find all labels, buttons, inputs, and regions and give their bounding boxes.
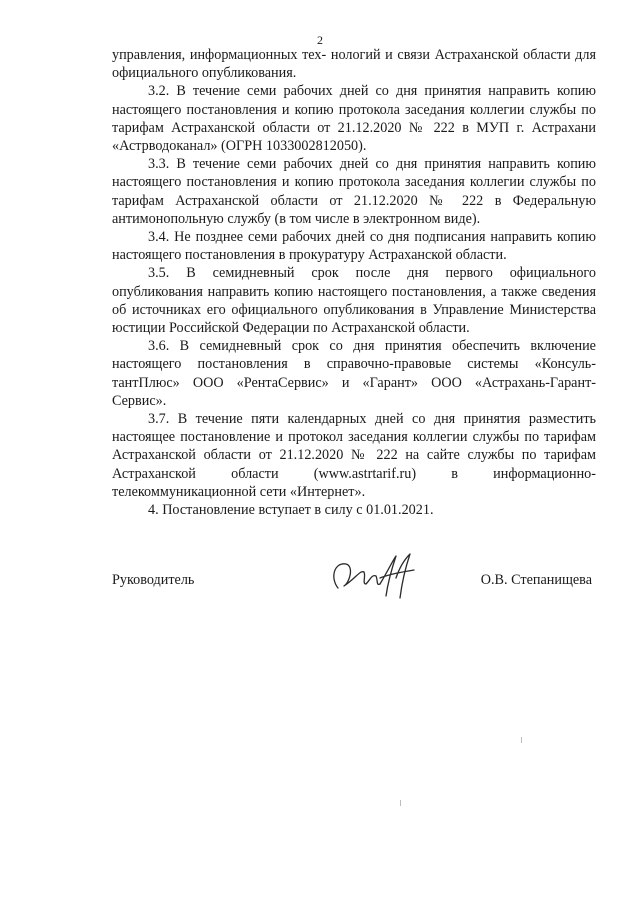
signature-block: [112, 548, 596, 608]
scan-speck: [521, 737, 522, 743]
paragraph-continuation: управления, информационных тех- нологий и связи Астраханской области для официального опубликования.: [112, 47, 596, 82]
paragraph-3-7: 3.7. В течение пяти календарных дней со дня принятия разместить настоящее постановление и протокол заседания коллегии службы по тарифам Астраханской области от 21.12.2020 № 222 на сайте службы по тарифам Астраханской области (www.astrtarif.ru) в информационно- телекоммуникационной сети «Интернет».: [112, 411, 596, 500]
paragraph-4: 4. Постановление вступает в силу с 01.01.2021.: [148, 502, 434, 519]
paragraph-3-3: 3.3. В течение семи рабочих дней со дня принятия направить копию настоящего постановления и копию протокола заседания коллегии службы по тарифам Астраханской области от 21.12.2020 № 222 в Федеральную антимонопольную службу (в том числе в электронном виде).: [112, 156, 596, 227]
page-number: 2: [317, 33, 323, 47]
signatory-name: О.В. Степанищева: [480, 572, 592, 588]
paragraph-3-5: 3.5. В семидневный срок после дня первого официального опубликования направить копию настоящего постановления, а также сведения об источниках его официального опубликования в Управление Министерства юстиции Российской Федерации по Астраханской области.: [112, 265, 596, 337]
paragraph-3-6: 3.6. В семидневный срок со дня принятия обеспечить включение настоящего постановления в справочно-правовые системы «Консуль- тантПлюс» ООО «РентаСервис» и «Гарант» ООО «Астрахань-Гарант- Сервис».: [112, 338, 596, 409]
document-body: [112, 46, 596, 519]
paragraph-3-2: 3.2. В течение семи рабочих дней со дня принятия направить копию настоящего постановления и копию протокола заседания коллегии службы по тарифам Астраханской области от 21.12.2020 № 222 в МУП г. Астрахани «Астрводоканал» (ОГРН 1033002812050).: [112, 83, 596, 155]
handwritten-signature: [326, 548, 422, 604]
scan-speck: [400, 800, 401, 806]
signatory-title: Руководитель: [112, 572, 195, 588]
paragraph-3-4: 3.4. Не позднее семи рабочих дней со дня подписания направить копию настоящего постановления в прокуратуру Астраханской области.: [112, 229, 596, 264]
